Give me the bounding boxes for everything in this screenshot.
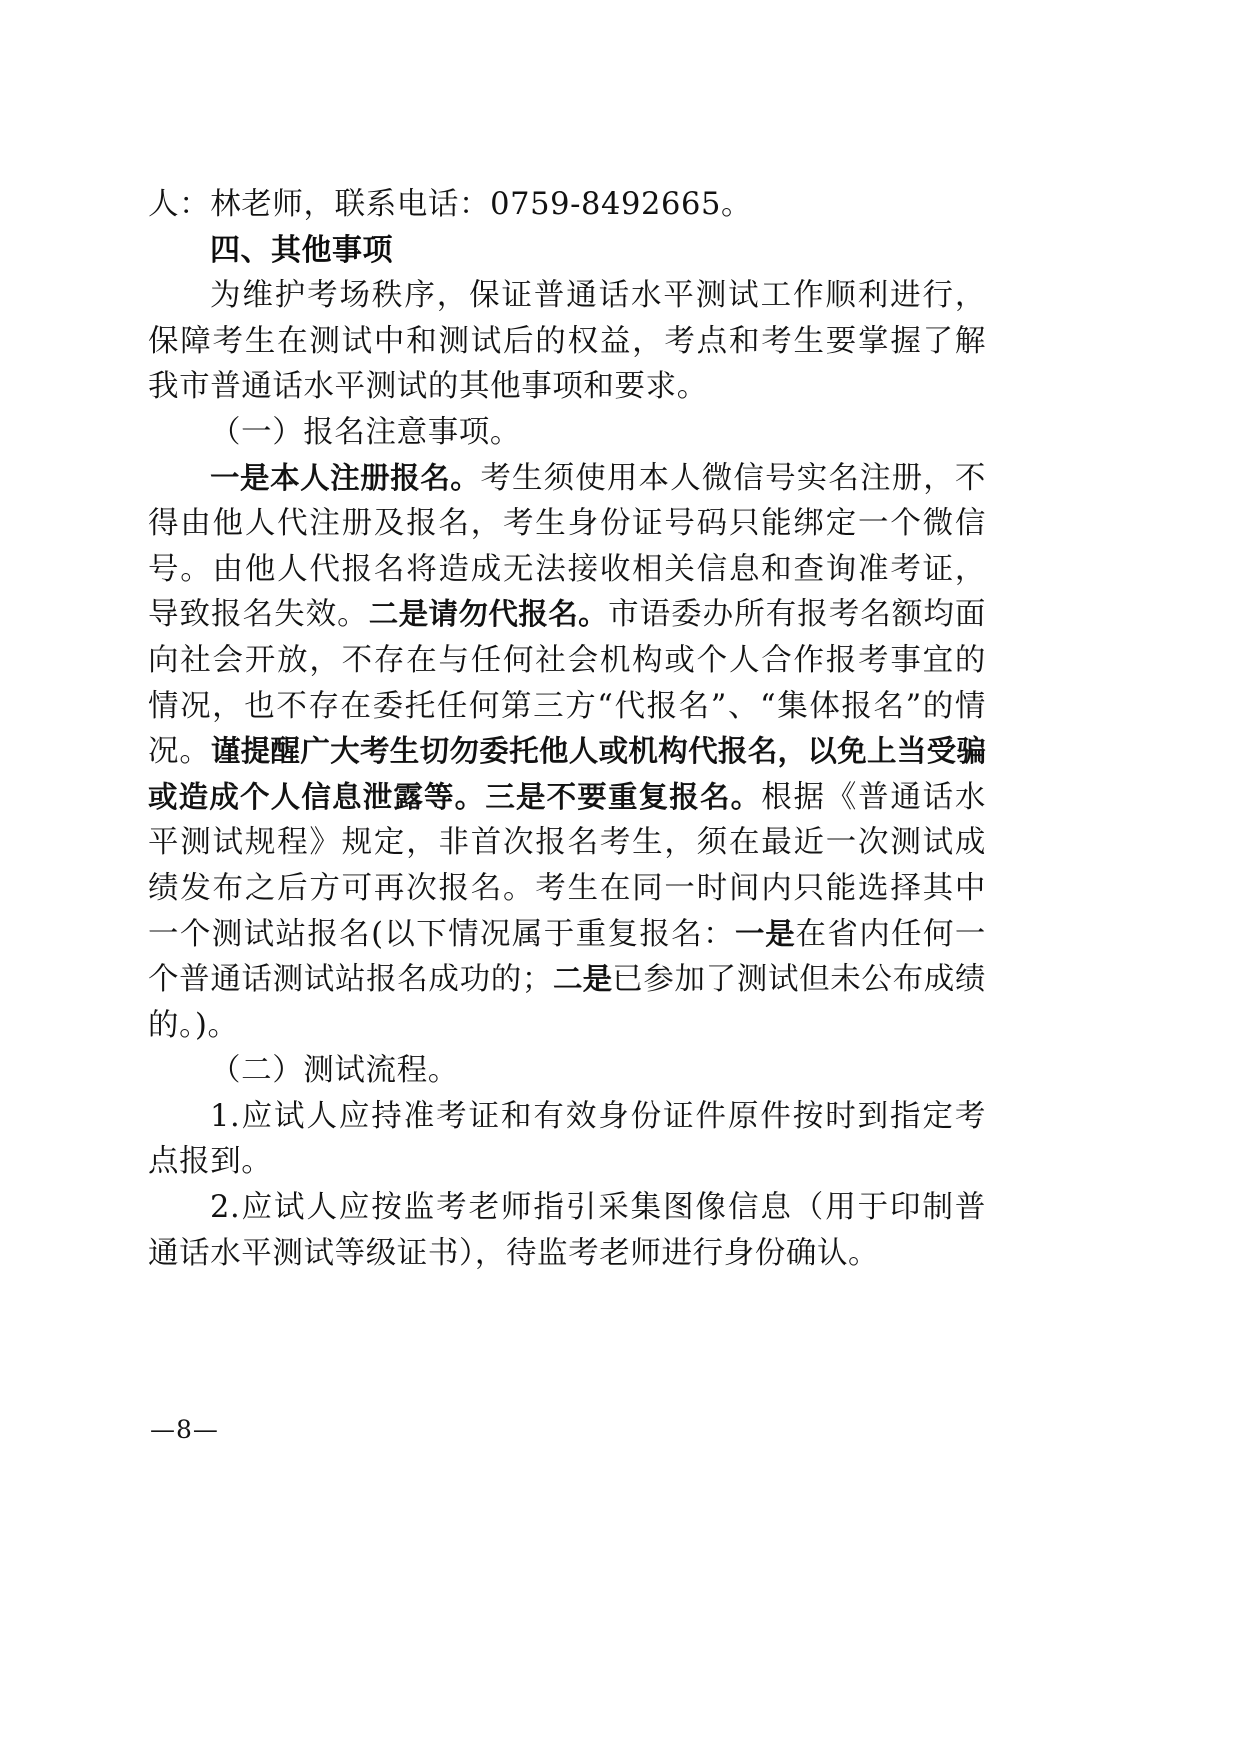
process-step-1: 1.应试人应持准考证和有效身份证件原件按时到指定考点报到。 <box>148 1098 986 1180</box>
subsection-heading-test-process: （二）测试流程。 <box>210 1053 459 1089</box>
text-item-three-sub-a: 在省内任何一个普通话测试站报名成功的； <box>148 916 986 998</box>
emphasis-item-two: 二是请勿代报名。 <box>368 597 609 632</box>
text-item-three-sub-b: 已参加了测试但未公布成绩的。)。 <box>148 962 986 1043</box>
emphasis-item-three: 三是不要重复报名。 <box>485 779 762 814</box>
paragraph-contact-continued: 人：林老师，联系电话：0759-8492665。 <box>148 187 753 222</box>
section-heading-other-matters: 四、其他事项 <box>210 232 393 268</box>
emphasis-item-one: 一是本人注册报名。 <box>210 460 481 495</box>
emphasis-item-three-sub-a: 一是 <box>734 916 796 951</box>
paragraph-registration-items <box>148 456 986 1049</box>
page-number: —8— <box>150 1415 219 1444</box>
paragraph-purpose: 为维护考场秩序，保证普通话水平测试工作顺利进行，保障考生在测试中和测试后的权益，考点和考生要掌握了解我市普通话水平测试的其他事项和要求。 <box>148 278 986 405</box>
process-step-2: 2.应试人应按监考老师指引采集图像信息（用于印制普通话水平测试等级证书），待监考老师进行身份确认。 <box>148 1190 986 1271</box>
text-item-one: 考生须使用本人微信号实名注册，不得由他人代注册及报名，考生身份证号码只能绑定一个微信号。由他人代报名将造成无法接收相关信息和查询准考证，导致报名失效。 <box>148 460 986 633</box>
document-body <box>148 182 986 1276</box>
emphasis-item-three-sub-b: 二是 <box>552 962 613 997</box>
text-item-three: 根据《普通话水平测试规程》规定，非首次报名考生，须在最近一次测试成绩发布之后方可再次报名。考生在同一时间内只能选择其中一个测试站报名(以下情况属于重复报名： <box>148 779 986 952</box>
emphasis-item-two-warning: 谨提醒广大考生切勿委托他人或机构代报名，以免上当受骗或造成个人信息泄露等。 <box>148 734 986 814</box>
subsection-heading-registration-notes: （一）报名注意事项。 <box>210 414 521 450</box>
text-item-two: 市语委办所有报考名额均面向社会开放，不存在与任何社会机构或个人合作报考事宜的情况，也不存在委托任何第三方“代报名”、“集体报名”的情况。 <box>148 597 986 770</box>
